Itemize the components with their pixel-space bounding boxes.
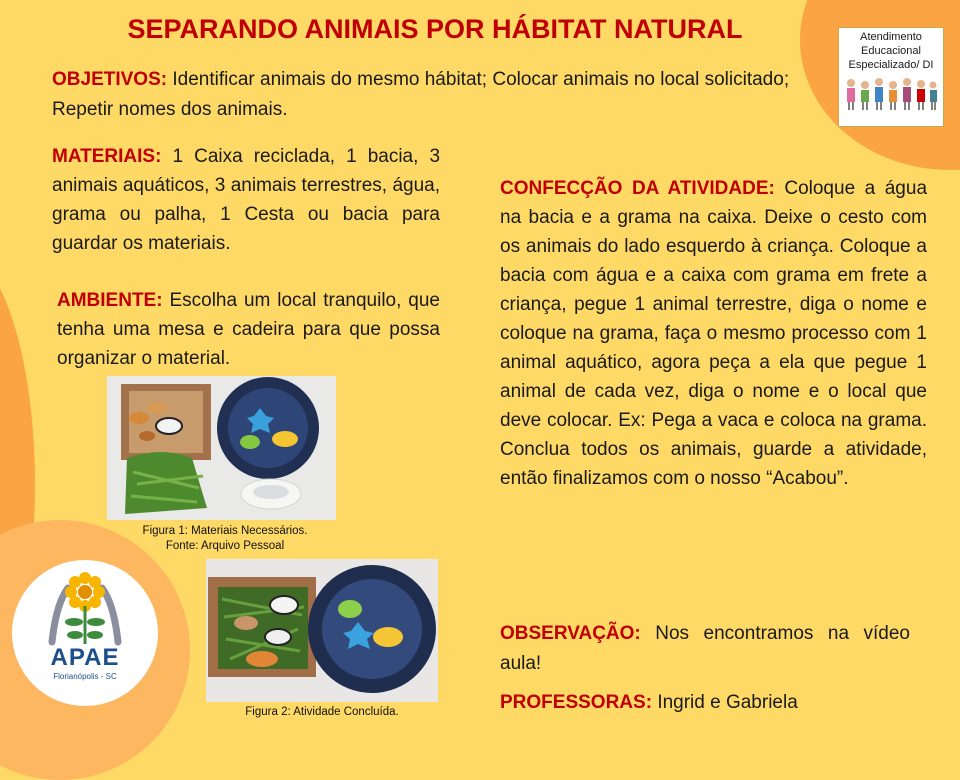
page-title: SEPARANDO ANIMAIS POR HÁBITAT NATURAL bbox=[127, 14, 743, 44]
badge-line-2: Educacional bbox=[861, 45, 921, 57]
objetivos-label: OBJETIVOS: bbox=[52, 69, 168, 90]
objetivos-paragraph bbox=[52, 65, 812, 125]
materiais-label: MATERIAIS: bbox=[52, 146, 162, 167]
professoras-paragraph bbox=[500, 688, 920, 717]
confeccao-label: CONFECÇÃO DA ATIVIDADE: bbox=[500, 178, 775, 199]
figure-1-caption bbox=[107, 524, 343, 554]
confeccao-text: Coloque a água na bacia e a grama na caixa. Deixe o cesto com os animais do lado esquerdo à criança. Coloque a bacia com água e a caixa com grama em frete a criança, pegue 1 animal terrestre, diga o nome e coloque na grama, faça o mesmo processo com 1 animal aquático, agora peça a ela que pegue 1 animal de cada vez, diga o nome e o local que deve colocar. Ex: Pega a vaca e coloca na grama. Conclua todos os animais, guarde a atividade, então finalizamos com o nosso “Acabou”. bbox=[500, 178, 928, 489]
badge-line-1: Atendimento bbox=[860, 31, 922, 43]
aee-badge bbox=[838, 27, 944, 127]
ambiente-text: Escolha um local tranquilo, que tenha uma mesa e cadeira para que possa organizar o material. bbox=[57, 290, 440, 369]
confeccao-paragraph bbox=[500, 174, 927, 493]
ambiente-paragraph bbox=[57, 286, 440, 373]
ambiente-label: AMBIENTE: bbox=[57, 290, 163, 311]
apae-logo-name: APAE bbox=[50, 644, 120, 671]
children-illustration-icon bbox=[843, 76, 939, 112]
badge-line-3: Especializado/ DI bbox=[848, 59, 934, 71]
figure-1-caption-line-1: Figura 1: Materiais Necessários. bbox=[142, 525, 308, 537]
objetivos-text: Identificar animais do mesmo hábitat; Colocar animais no local solicitado; Repetir nomes dos animais. bbox=[52, 69, 790, 120]
figure-2-photo bbox=[206, 559, 438, 702]
figure-1-caption-line-2: Fonte: Arquivo Pessoal bbox=[165, 540, 285, 552]
observacao-paragraph bbox=[500, 619, 910, 679]
observacao-text: Nos encontramos na vídeo aula! bbox=[500, 623, 910, 674]
apae-logo-city: Florianópolis - SC bbox=[53, 672, 117, 681]
professoras-label: PROFESSORAS: bbox=[500, 692, 653, 713]
materiais-text: 1 Caixa reciclada, 1 bacia, 3 animais aquáticos, 3 animais terrestres, água, grama ou palha, 1 Cesta ou bacia para guardar os materiais. bbox=[52, 146, 441, 254]
figure-1-photo bbox=[107, 376, 336, 520]
observacao-label: OBSERVAÇÃO: bbox=[500, 623, 641, 644]
apae-logo bbox=[12, 560, 158, 706]
professoras-text: Ingrid e Gabriela bbox=[657, 692, 798, 713]
apae-flower-icon bbox=[12, 560, 158, 650]
figure-2-caption: Figura 2: Atividade Concluída. bbox=[245, 706, 399, 718]
materiais-paragraph bbox=[52, 142, 440, 258]
